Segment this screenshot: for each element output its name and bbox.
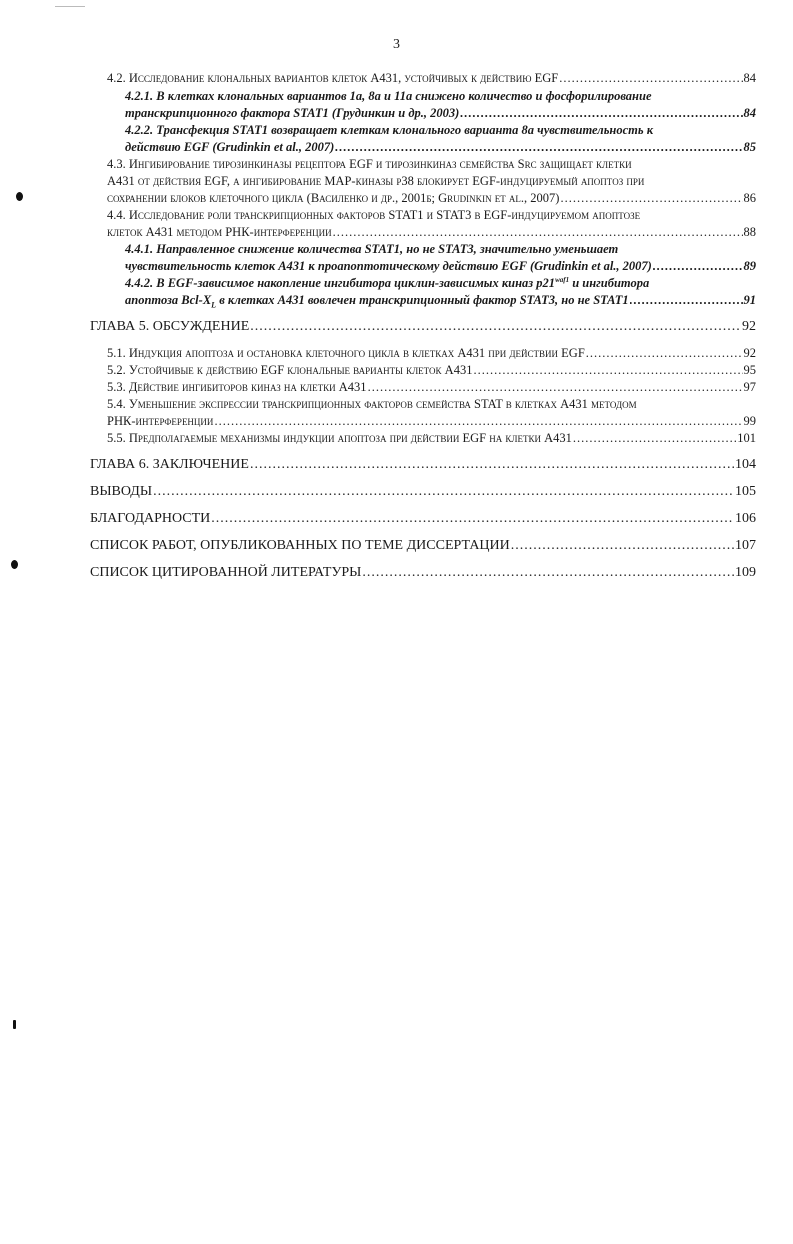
toc-title: 4.2. Исследование клональных вариантов клеток А431, устойчивых к действию EGF bbox=[107, 71, 559, 85]
page-number: 3 bbox=[393, 37, 400, 52]
toc-title-line: А431 от действия EGF, а ингибирование МАР-киназы р38 блокирует EGF-индуцируемый апоптоз при bbox=[107, 174, 645, 188]
toc-page: 95 bbox=[743, 363, 756, 377]
toc-page: 107 bbox=[735, 538, 756, 553]
toc-title-line: 4.4.1. Направленное снижение количества STAT1, но не STAT3, значительно уменьшает bbox=[125, 242, 619, 256]
leader-dots bbox=[335, 139, 742, 156]
toc-page: 92 bbox=[743, 346, 756, 360]
binder-hole-mark bbox=[11, 560, 18, 569]
toc-entry-5-1 bbox=[107, 345, 756, 362]
toc-entry-chapter-6 bbox=[90, 456, 756, 474]
binder-hole-mark bbox=[13, 1020, 16, 1029]
toc-title: СПИСОК РАБОТ, ОПУБЛИКОВАННЫХ ПО ТЕМЕ ДИССЕРТАЦИИ bbox=[90, 538, 510, 553]
toc-title-line: РНК-интерференции bbox=[107, 414, 214, 428]
leader-dots bbox=[653, 258, 743, 275]
leader-dots bbox=[214, 413, 742, 430]
toc-title: 5.2. Устойчивые к действию EGF клональные варианты клеток А431 bbox=[107, 363, 473, 377]
toc-title: ВЫВОДЫ bbox=[90, 484, 153, 499]
toc-title: 5.3. Действие ингибиторов киназ на клетки А431 bbox=[107, 380, 367, 394]
toc-entry-4-2 bbox=[107, 70, 756, 87]
toc-title: ГЛАВА 5. ОБСУЖДЕНИЕ bbox=[90, 319, 250, 334]
toc-title-line: 4.2.1. В клетках клональных вариантов 1а, 8а и 11а снижено количество и фосфорилирование bbox=[125, 89, 652, 103]
toc-page: 91 bbox=[743, 293, 756, 307]
leader-dots bbox=[473, 362, 742, 379]
toc-page: 109 bbox=[735, 565, 756, 580]
leader-dots bbox=[153, 483, 734, 501]
toc-page: 89 bbox=[743, 259, 756, 273]
toc-page: 97 bbox=[743, 380, 756, 394]
toc-entry-5-4 bbox=[107, 396, 756, 430]
toc-page: 84 bbox=[743, 71, 756, 85]
toc-title-line: 4.3. Ингибирование тирозинкиназы рецептора EGF и тирозинкиназ семейства Src защищает клетки bbox=[107, 157, 632, 171]
leader-dots bbox=[630, 292, 743, 309]
toc-title: СПИСОК ЦИТИРОВАННОЙ ЛИТЕРАТУРЫ bbox=[90, 565, 362, 580]
toc-title-line: клеток А431 методом РНК-интерференции bbox=[107, 225, 332, 239]
leader-dots bbox=[586, 345, 743, 362]
leader-dots bbox=[560, 190, 742, 207]
toc-page: 101 bbox=[737, 431, 756, 445]
toc-entry-4-4 bbox=[107, 207, 756, 241]
toc-entry-5-3 bbox=[107, 379, 756, 396]
toc-title-line: действию EGF (Grudinkin et al., 2007) bbox=[125, 140, 335, 154]
leader-dots bbox=[250, 318, 741, 336]
leader-dots bbox=[559, 70, 742, 87]
toc-entry-chapter-5 bbox=[90, 318, 756, 336]
toc-entry-references bbox=[90, 564, 756, 582]
toc-title-line: 4.4. Исследование роли транскрипционных факторов STAT1 и STAT3 в EGF-индуцируемом апоптозе bbox=[107, 208, 641, 222]
toc-title-line: апоптоза Bcl-$X_L$ в клетках А431 вовлечен транскрипционный фактор STAT3, но не STAT1 bbox=[125, 293, 629, 310]
leader-dots bbox=[573, 430, 736, 447]
leader-dots bbox=[211, 510, 734, 528]
toc-entry-4-4-1 bbox=[125, 241, 756, 275]
toc-title: 5.5. Предполагаемые механизмы индукции апоптоза при действии EGF на клетки А431 bbox=[107, 431, 572, 445]
leader-dots bbox=[368, 379, 743, 396]
toc-page: 84 bbox=[743, 106, 756, 120]
toc-entry-conclusions bbox=[90, 483, 756, 501]
toc-entry-5-5 bbox=[107, 430, 756, 447]
toc-page: 106 bbox=[735, 511, 756, 526]
toc-title-line: транскрипционного фактора STAT1 (Грудинкин и др., 2003) bbox=[125, 106, 460, 120]
binder-hole-mark bbox=[16, 192, 23, 201]
toc-entry-4-2-2 bbox=[125, 122, 756, 156]
toc-page: 85 bbox=[743, 140, 756, 154]
toc-entry-4-4-2 bbox=[125, 275, 756, 309]
toc-page: 88 bbox=[743, 225, 756, 239]
toc-title: БЛАГОДАРНОСТИ bbox=[90, 511, 211, 526]
toc-page: 104 bbox=[735, 457, 756, 472]
toc-title-line: 4.2.2. Трансфекция STAT1 возвращает клеткам клонального варианта 8а чувствительность к bbox=[125, 123, 654, 137]
toc-entry-acknowledgements bbox=[90, 510, 756, 528]
leader-dots bbox=[250, 456, 734, 474]
toc-page: 105 bbox=[735, 484, 756, 499]
toc-entry-4-3 bbox=[107, 156, 756, 207]
leader-dots bbox=[333, 224, 743, 241]
toc-page: 99 bbox=[743, 414, 756, 428]
toc-title-line: 5.4. Уменьшение экспрессии транскрипционных факторов семейства STAT в клетках А431 методом bbox=[107, 397, 637, 411]
toc-entry-publications bbox=[90, 537, 756, 555]
toc-title: 5.1. Индукция апоптоза и остановка клеточного цикла в клетках А431 при действии EGF bbox=[107, 346, 585, 360]
leader-dots bbox=[362, 564, 734, 582]
toc-title: ГЛАВА 6. ЗАКЛЮЧЕНИЕ bbox=[90, 457, 249, 472]
leader-dots bbox=[460, 105, 742, 122]
toc-title-line: сохранении блоков клеточного цикла (Василенко и др., 2001б; Grudinkin et al., 2007) bbox=[107, 191, 560, 205]
toc-page: 86 bbox=[743, 191, 756, 205]
toc-title-line: 4.4.2. В EGF-зависимое накопление ингибитора циклин-зависимых киназ $p21^{waf1}$ и ингибитора bbox=[125, 275, 650, 290]
toc-entry-5-2 bbox=[107, 362, 756, 379]
leader-dots bbox=[511, 537, 734, 555]
toc-page: 92 bbox=[742, 319, 756, 334]
toc-title-line: чувствительность клеток А431 к проапоптотическому действию EGF (Grudinkin et al., 2007) bbox=[125, 259, 652, 273]
toc-entry-4-2-1 bbox=[125, 88, 756, 122]
scan-artifact-line bbox=[55, 6, 85, 7]
